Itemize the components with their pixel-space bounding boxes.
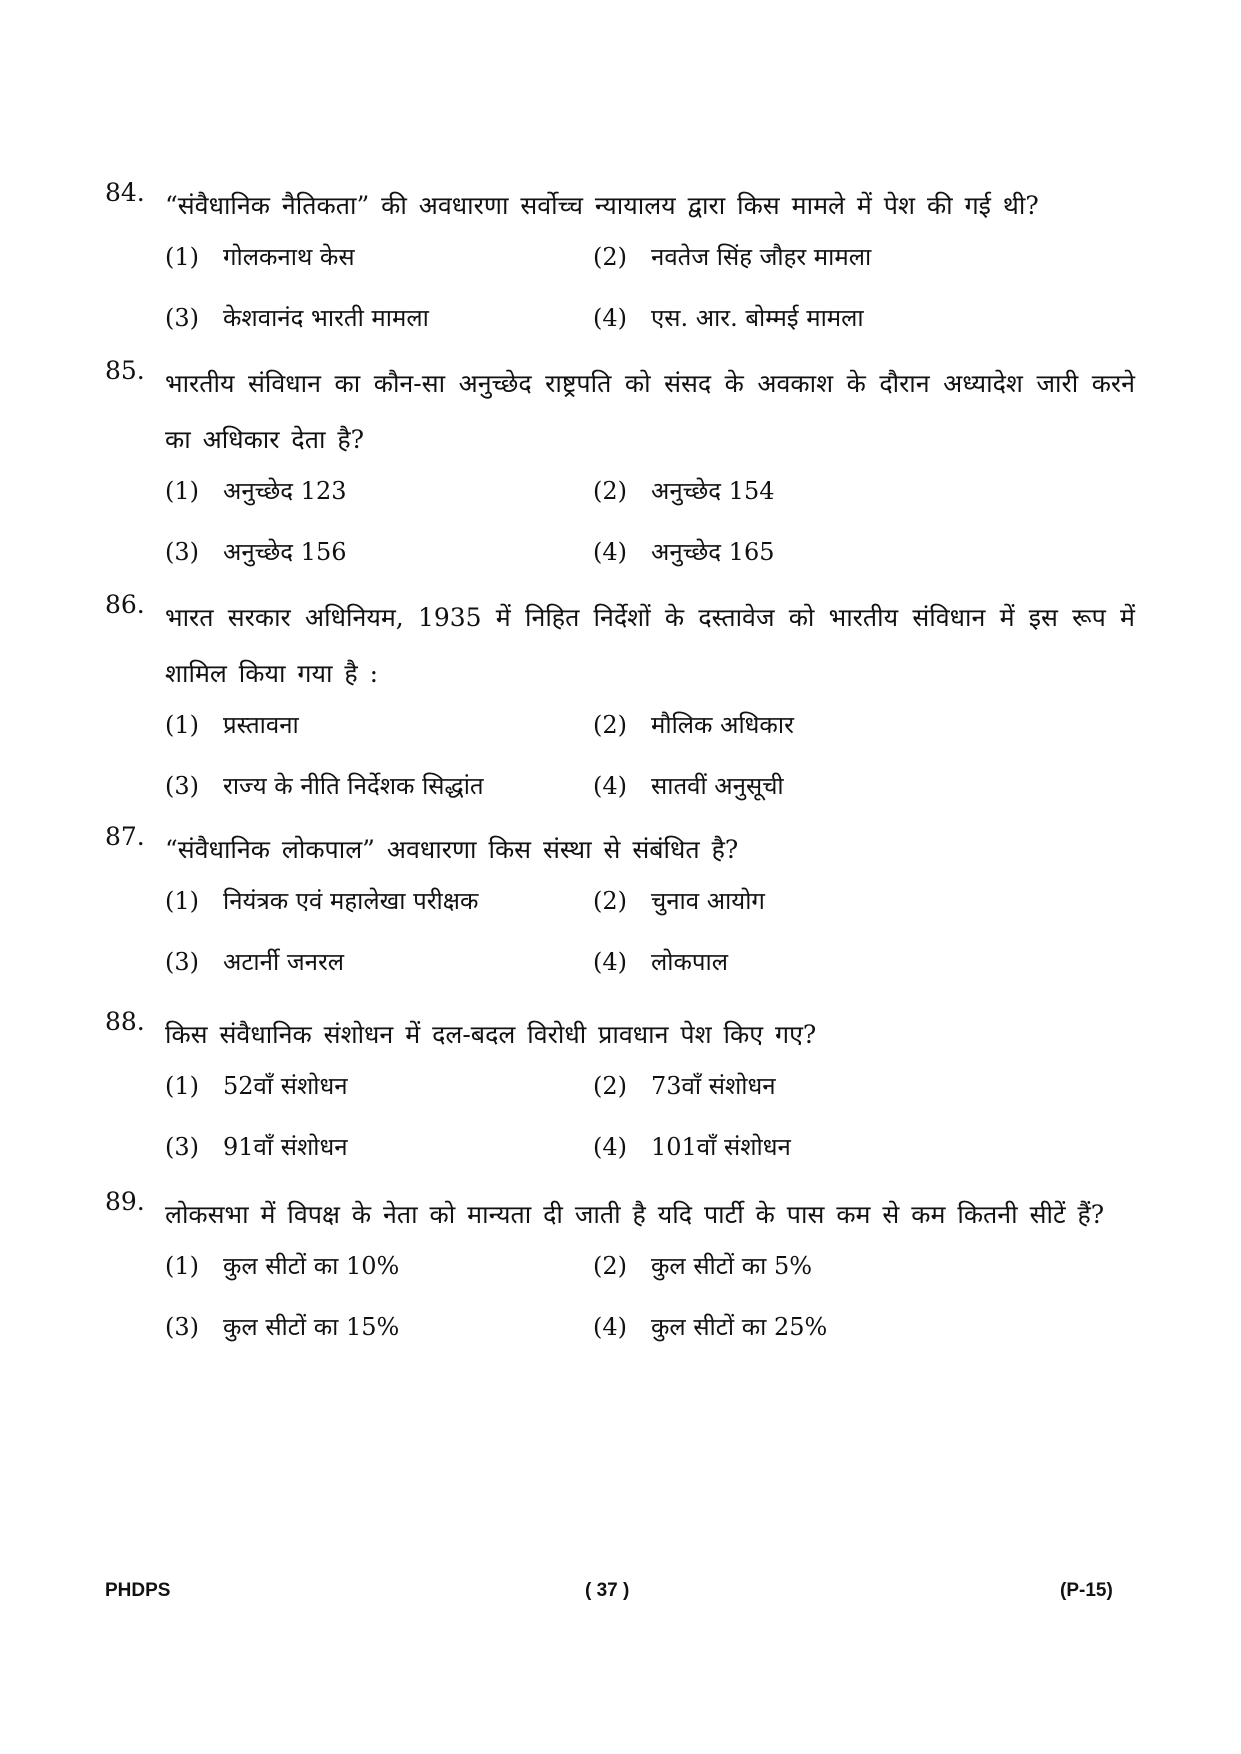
question-number: 89. <box>105 1187 145 1216</box>
footer-series: (P-15) <box>1060 1580 1113 1601</box>
option-4: (4) 101वाँ संशोधन <box>593 1133 791 1161</box>
option-2: (2) मौलिक अधिकार <box>593 711 794 739</box>
question-87 <box>105 822 1135 1006</box>
question-number: 84. <box>105 178 145 207</box>
question-number: 88. <box>105 1007 145 1036</box>
question-text: “संवैधानिक नैतिकता” की अवधारणा सर्वोच्च न्यायालय द्वारा किस मामले में पेश की गई थी? <box>165 191 1039 220</box>
question-number: 85. <box>105 356 145 385</box>
option-2: (2) चुनाव आयोग <box>593 887 765 915</box>
options <box>165 474 1135 596</box>
question-number: 86. <box>105 590 145 619</box>
option-3: (3) केशवानंद भारती मामला <box>165 304 429 332</box>
question-84 <box>105 178 1135 362</box>
option-2: (2) कुल सीटों का 5% <box>593 1252 813 1280</box>
options <box>165 1069 1135 1191</box>
question-text: भारतीय संविधान का कौन-सा अनुच्छेद राष्ट्रपति को संसद के अवकाश के दौरान अध्यादेश जारी करने का अधिकार देता है? <box>165 369 1135 454</box>
options <box>165 240 1135 362</box>
option-4: (4) सातवीं अनुसूची <box>593 772 784 800</box>
option-1: (1) नियंत्रक एवं महालेखा परीक्षक <box>165 887 479 915</box>
option-1: (1) अनुच्छेद 123 <box>165 477 347 505</box>
option-1: (1) प्रस्तावना <box>165 711 299 739</box>
footer-code: PHDPS <box>105 1580 171 1601</box>
question-text: भारत सरकार अधिनियम, 1935 में निहित निर्देशों के दस्तावेज को भारतीय संविधान में इस रूप में शामिल किया गया है : <box>165 603 1135 688</box>
option-4: (4) कुल सीटों का 25% <box>593 1313 828 1341</box>
option-2: (2) अनुच्छेद 154 <box>593 477 775 505</box>
question-text: लोकसभा में विपक्ष के नेता को मान्यता दी जाती है यदि पार्टी के पास कम से कम कितनी सीटें हैं? <box>165 1200 1105 1229</box>
question-text: किस संवैधानिक संशोधन में दल-बदल विरोधी प्रावधान पेश किए गए? <box>165 1020 817 1049</box>
option-2: (2) नवतेज सिंह जौहर मामला <box>593 243 872 271</box>
option-1: (1) कुल सीटों का 10% <box>165 1252 400 1280</box>
option-3: (3) कुल सीटों का 15% <box>165 1313 400 1341</box>
question-number: 87. <box>105 822 145 851</box>
option-1: (1) गोलकनाथ केस <box>165 243 355 271</box>
question-88 <box>105 1007 1135 1191</box>
options <box>165 884 1135 1006</box>
option-1: (1) 52वाँ संशोधन <box>165 1072 348 1100</box>
option-3: (3) 91वाँ संशोधन <box>165 1133 348 1161</box>
question-86 <box>105 590 1135 830</box>
question-text: “संवैधानिक लोकपाल” अवधारणा किस संस्था से संबंधित है? <box>165 835 739 864</box>
option-3: (3) अनुच्छेद 156 <box>165 538 347 566</box>
option-4: (4) अनुच्छेद 165 <box>593 538 775 566</box>
option-3: (3) राज्य के नीति निर्देशक सिद्धांत <box>165 772 484 800</box>
question-89 <box>105 1187 1135 1371</box>
option-4: (4) लोकपाल <box>593 948 729 976</box>
options <box>165 708 1135 830</box>
option-3: (3) अटार्नी जनरल <box>165 948 345 976</box>
option-4: (4) एस. आर. बोम्मई मामला <box>593 304 864 332</box>
options <box>165 1249 1135 1371</box>
footer-page-number: ( 37 ) <box>585 1580 630 1601</box>
option-2: (2) 73वाँ संशोधन <box>593 1072 776 1100</box>
question-85 <box>105 356 1135 596</box>
